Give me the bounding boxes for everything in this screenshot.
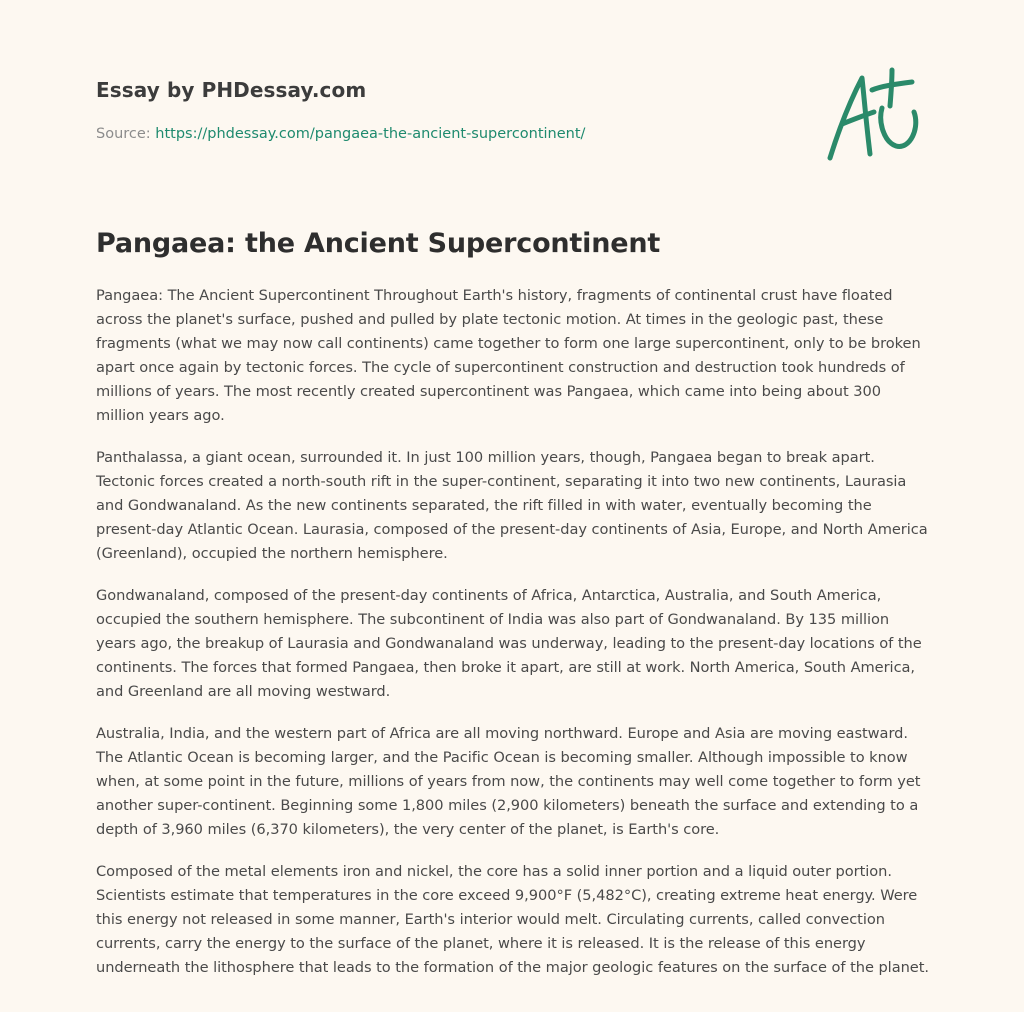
a-plus-logo-icon	[820, 66, 930, 166]
paragraph: Australia, India, and the western part of Africa are all moving northward. Europe and Asia are moving eastward. The Atlantic Ocean is becoming larger, and the Pacific Ocean is becoming smaller. Although impossible to know when, at some point in the future, millions of years from now, the continents may well come together to form yet another super-continent. Beginning some 1,800 miles (2,900 kilometers) beneath the surface and extending to a depth of 3,960 miles (6,370 kilometers), the very center of the planet, is Earth's core.	[96, 725, 921, 838]
a-plus-logo-svg	[820, 66, 930, 166]
essay-header	[96, 76, 796, 144]
essay-title: Pangaea: the Ancient Supercontinent	[96, 228, 661, 259]
paragraph: Panthalassa, a giant ocean, surrounded it. In just 100 million years, though, Pangaea began to break apart. Tectonic forces created a north-south rift in the super-continent, separating it into two new continents, Laurasia and Gondwanaland. As the new continents separated, the rift filled in with water, eventually becoming the present-day Atlantic Ocean. Laurasia, composed of the present-day continents of Asia, Europe, and North America (Greenland), occupied the northern hemisphere.	[96, 449, 928, 562]
source-label: Source:	[96, 126, 156, 142]
essay-body	[96, 284, 930, 998]
source-link[interactable]: https://phdessay.com/pangaea-the-ancient-supercontinent/	[155, 126, 586, 142]
paragraph: Gondwanaland, composed of the present-day continents of Africa, Antarctica, Australia, and South America, occupied the southern hemisphere. The subcontinent of India was also part of Gondwanaland. By 135 million years ago, the breakup of Laurasia and Gondwanaland was underway, leading to the present-day locations of the continents. The forces that formed Pangaea, then broke it apart, are still at work. North America, South America, and Greenland are all moving westward.	[96, 587, 922, 700]
paragraph: Composed of the metal elements iron and nickel, the core has a solid inner portion and a liquid outer portion. Scientists estimate that temperatures in the core exceed 9,900°F (5,482°C), creating extreme heat energy. Were this energy not released in some manner, Earth's interior would melt. Circulating currents, called convection currents, carry the energy to the surface of the planet, where it is released. It is the release of this energy underneath the lithosphere that leads to the formation of the major geologic features on the surface of the planet.	[96, 863, 929, 976]
paragraph: Pangaea: The Ancient Supercontinent Throughout Earth's history, fragments of continental crust have floated across the planet's surface, pushed and pulled by plate tectonic motion. At times in the geologic past, these fragments (what we may now call continents) came together to form one large supercontinent, only to be broken apart once again by tectonic forces. The cycle of supercontinent construction and destruction took hundreds of millions of years. The most recently created supercontinent was Pangaea, which came into being about 300 million years ago.	[96, 287, 921, 424]
source-line	[96, 124, 796, 144]
brand-title: Essay by PHDessay.com	[96, 78, 367, 102]
